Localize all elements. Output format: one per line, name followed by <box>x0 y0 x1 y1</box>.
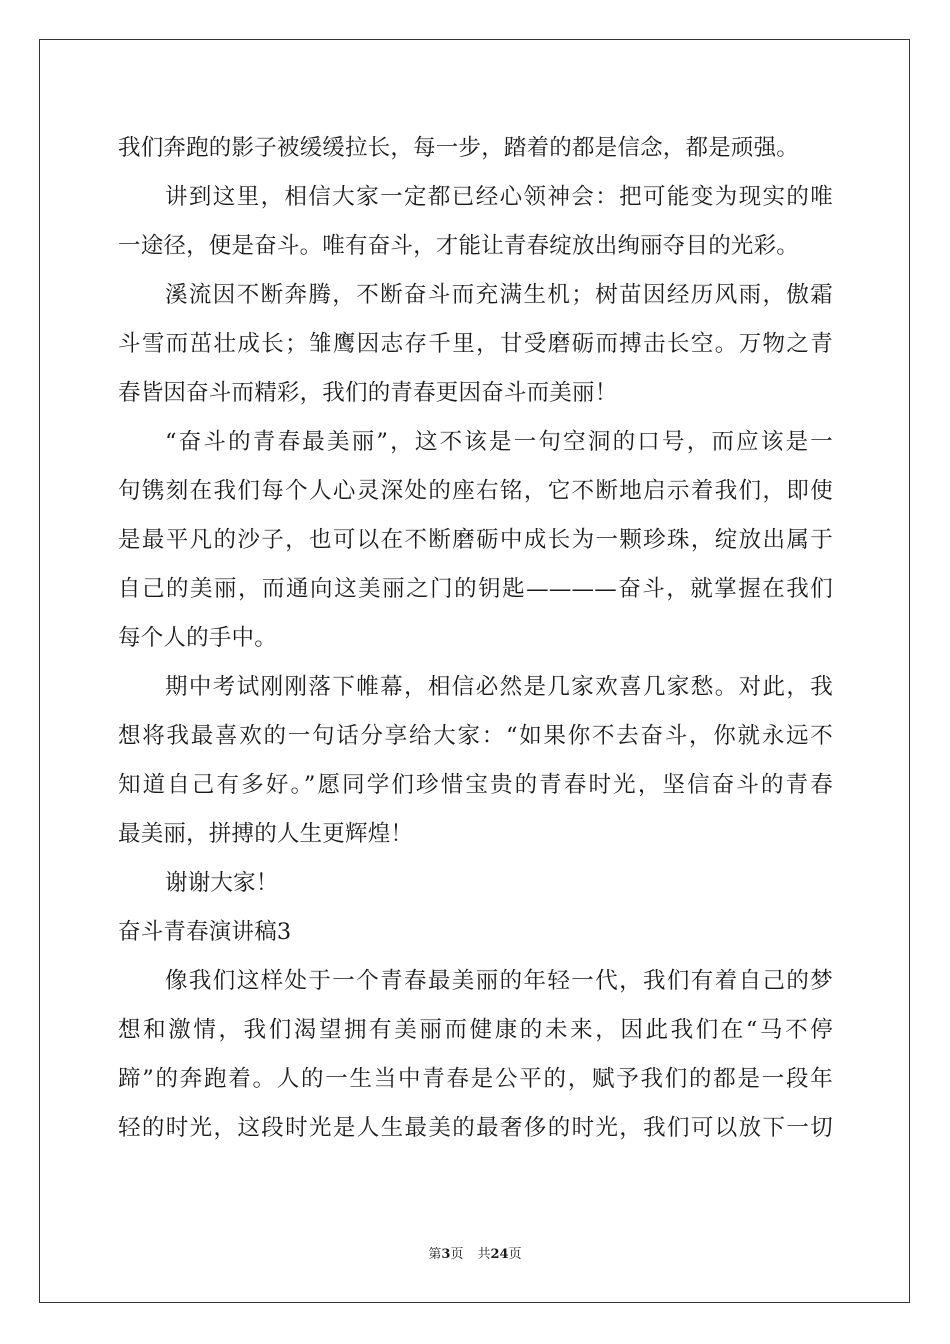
text-line: 最美丽，拼搏的人生更辉煌！ <box>118 821 414 847</box>
text-line: 轻的时光，这段时光是人生最美的最奢侈的时光，我们可以放下一切 <box>118 1115 833 1141</box>
total-pages: 24 <box>490 1247 509 1262</box>
text-line: 是最平凡的沙子，也可以在不断磨砺中成长为一颗珍珠，绽放出属于 <box>118 527 833 553</box>
text-line: 讲到这里，相信大家一定都已经心领神会：把可能变为现实的唯 <box>165 184 833 210</box>
total-suffix: 页 <box>508 1247 522 1262</box>
section-heading: 奋斗青春演讲稿3 <box>118 919 292 945</box>
text-line: 谢谢大家！ <box>165 870 279 896</box>
page-number: 3 <box>441 1247 451 1262</box>
text-line: 像我们这样处于一个青春最美丽的年轻一代，我们有着自己的梦 <box>165 968 833 994</box>
text-line: 想将我最喜欢的一句话分享给大家：“如果你不去奋斗，你就永远不 <box>118 723 833 749</box>
text-line: 每个人的手中。 <box>118 625 277 651</box>
text-line: 自己的美丽，而通向这美丽之门的钥匙————奋斗，就掌握在我们 <box>118 576 833 602</box>
text-line: 蹄”的奔跑着。人的一生当中青春是公平的，赋予我们的都是一段年 <box>118 1066 833 1092</box>
text-line: 想和激情，我们渴望拥有美丽而健康的未来，因此我们在“马不停 <box>118 1017 833 1043</box>
text-line: “奋斗的青春最美丽”，这不该是一句空洞的口号，而应该是一 <box>165 429 833 455</box>
text-line: 句镌刻在我们每个人心灵深处的座右铭，它不断地启示着我们，即使 <box>118 478 833 504</box>
page-prefix: 第 <box>428 1247 442 1262</box>
text-line: 春皆因奋斗而精彩，我们的青春更因奋斗而美丽！ <box>118 380 618 406</box>
page-footer <box>0 1245 950 1265</box>
text-line: 溪流因不断奔腾，不断奋斗而充满生机；树苗因经历风雨，傲霜 <box>165 282 833 308</box>
page-suffix: 页 <box>450 1247 464 1262</box>
document-body <box>118 124 833 1153</box>
text-line: 斗雪而茁壮成长；雏鹰因志存千里，甘受磨砺而搏击长空。万物之青 <box>118 331 833 357</box>
text-line: 知道自己有多好。”愿同学们珍惜宝贵的青春时光，坚信奋斗的青春 <box>118 772 833 798</box>
text-line: 一途径，便是奋斗。唯有奋斗，才能让青春绽放出绚丽夺目的光彩。 <box>118 233 800 259</box>
text-line: 我们奔跑的影子被缓缓拉长，每一步，踏着的都是信念，都是顽强。 <box>118 135 800 161</box>
text-line: 期中考试刚刚落下帷幕，相信必然是几家欢喜几家愁。对此，我 <box>165 674 833 700</box>
total-prefix: 共 <box>477 1247 491 1262</box>
